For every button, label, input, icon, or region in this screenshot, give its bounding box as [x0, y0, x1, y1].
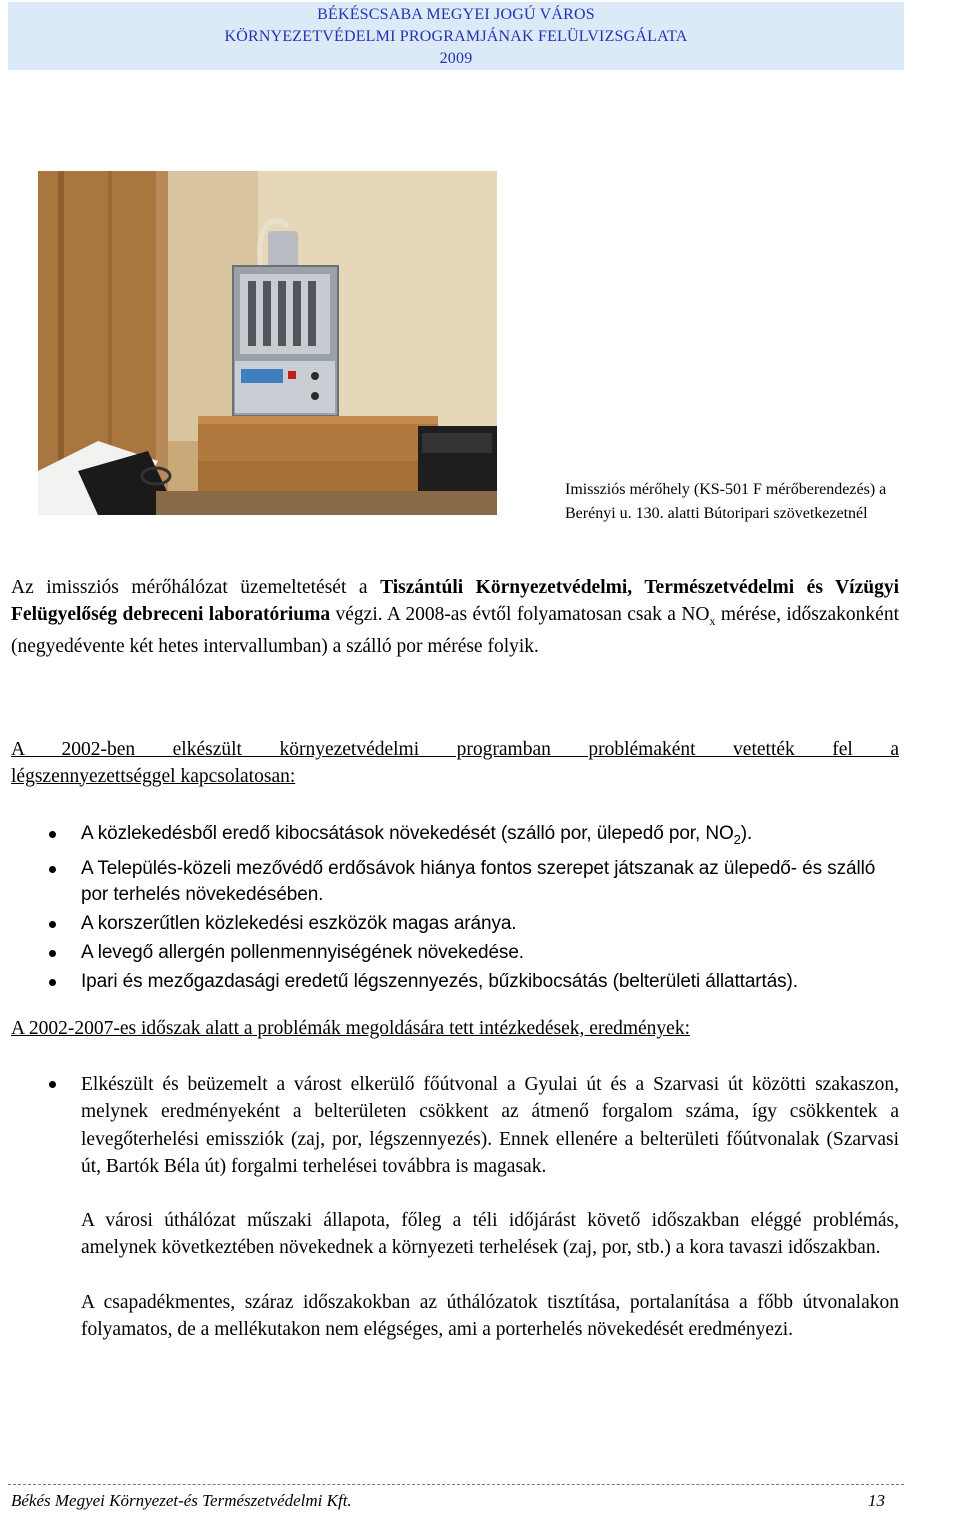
problems-list	[11, 821, 899, 998]
para2-line-2: légszennyezettséggel kapcsolatosan:	[11, 765, 296, 787]
bullet-icon	[49, 831, 56, 838]
para1-bold: Tiszántúli Környezetvédelmi, Természetvédelmi és Vízügyi Felügyelőség debreceni laboratóriuma	[11, 577, 899, 625]
header-line-3: 2009	[439, 50, 473, 67]
footer-divider	[8, 1484, 904, 1485]
paragraph-problems-intro	[11, 737, 899, 790]
page-header	[8, 2, 904, 70]
para1-part1: Az imissziós mérőhálózat üzemeltetését a	[11, 577, 381, 598]
para1-part3: mérése, időszakonként (negyedévente két hetes intervallumban) a szálló por mérése folyik.	[11, 603, 900, 657]
para1-sub: x	[709, 613, 716, 628]
page-number: 13	[868, 1491, 885, 1510]
list-item: A közlekedésből eredő kibocsátások növekedését (szálló por, ülepedő por, $NO_2$).	[11, 821, 899, 853]
para1-part2: végzi. A 2008-as évtől folyamatosan csak a NO	[330, 603, 710, 625]
list-item: Elkészült és beüzemelt a várost elkerülő főútvonal a Gyulai út és a Szarvasi út közötti szakaszon, melynek eredményeként a belterületen csökkent az átmenő forgalom száma, így csökkentek a levegőterhelési emissziók (zaj, por, légszennyezés). Ennek ellenére a belterületi főútvonalak (Szarvasi út, Bartók Béla út) forgalmi terhelései továbbra is magasak.	[11, 1071, 899, 1180]
header-line-2: KÖRNYEZETVÉDELMI PROGRAMJÁNAK FELÜLVIZSGÁLATA	[224, 28, 688, 45]
list-item: A Település-közeli mezővédő erdősávok hiánya fontos szerepet játszanak az ülepedő- és szálló por terhelés növekedésében.	[11, 856, 899, 909]
para2-line-1: A 2002-ben elkészült környezetvédelmi programban problémaként vetették fel a	[11, 739, 899, 760]
bullet-icon	[49, 921, 56, 928]
paragraph-measurement-network	[11, 575, 899, 660]
bullet-icon	[49, 1081, 56, 1088]
list-item: A csapadékmentes, száraz időszakokban az úthálózatok tisztítása, portalanítása a főbb útvonalakon folyamatos, de a mellékutakon nem elégséges, ami a porterhelés növekedését eredményezi.	[81, 1291, 899, 1341]
bullet-icon	[49, 979, 56, 986]
list-item: A városi úthálózat műszaki állapota, főleg a téli időjárást követő időszakban eléggé problémás, amelynek következtében növekednek a környezeti terhelések (zaj, por, stb.) a kora tavaszi időszakban.	[81, 1210, 899, 1259]
list-item: A korszerűtlen közlekedési eszközök magas aránya.	[11, 911, 899, 938]
bullet-icon	[49, 866, 56, 873]
footer-organization: Békés Megyei Környezet-és Természetvédelmi Kft.	[11, 1491, 352, 1510]
measurement-station-photo	[38, 171, 497, 515]
measures-list	[11, 1071, 899, 1343]
header-line-1: BÉKÉSCSABA MEGYEI JOGÚ VÁROS	[317, 6, 595, 23]
caption-line-2: Berényi u. 130. alatti Bútoripari szövetkezetnél	[565, 505, 868, 522]
section-heading-measures: A 2002-2007-es időszak alatt a problémák megoldására tett intézkedések, eredmények:	[11, 1018, 691, 1039]
bullet-icon	[49, 950, 56, 957]
list-item: A levegő allergén pollenmennyiségének növekedése.	[11, 940, 899, 967]
caption-line-1: Imissziós mérőhely (KS-501 F mérőberendezés) a	[565, 481, 887, 498]
photo-caption	[565, 478, 960, 526]
list-item: Ipari és mezőgazdasági eredetű légszennyezés, bűzkibocsátás (belterületi állattartás).	[11, 969, 899, 996]
